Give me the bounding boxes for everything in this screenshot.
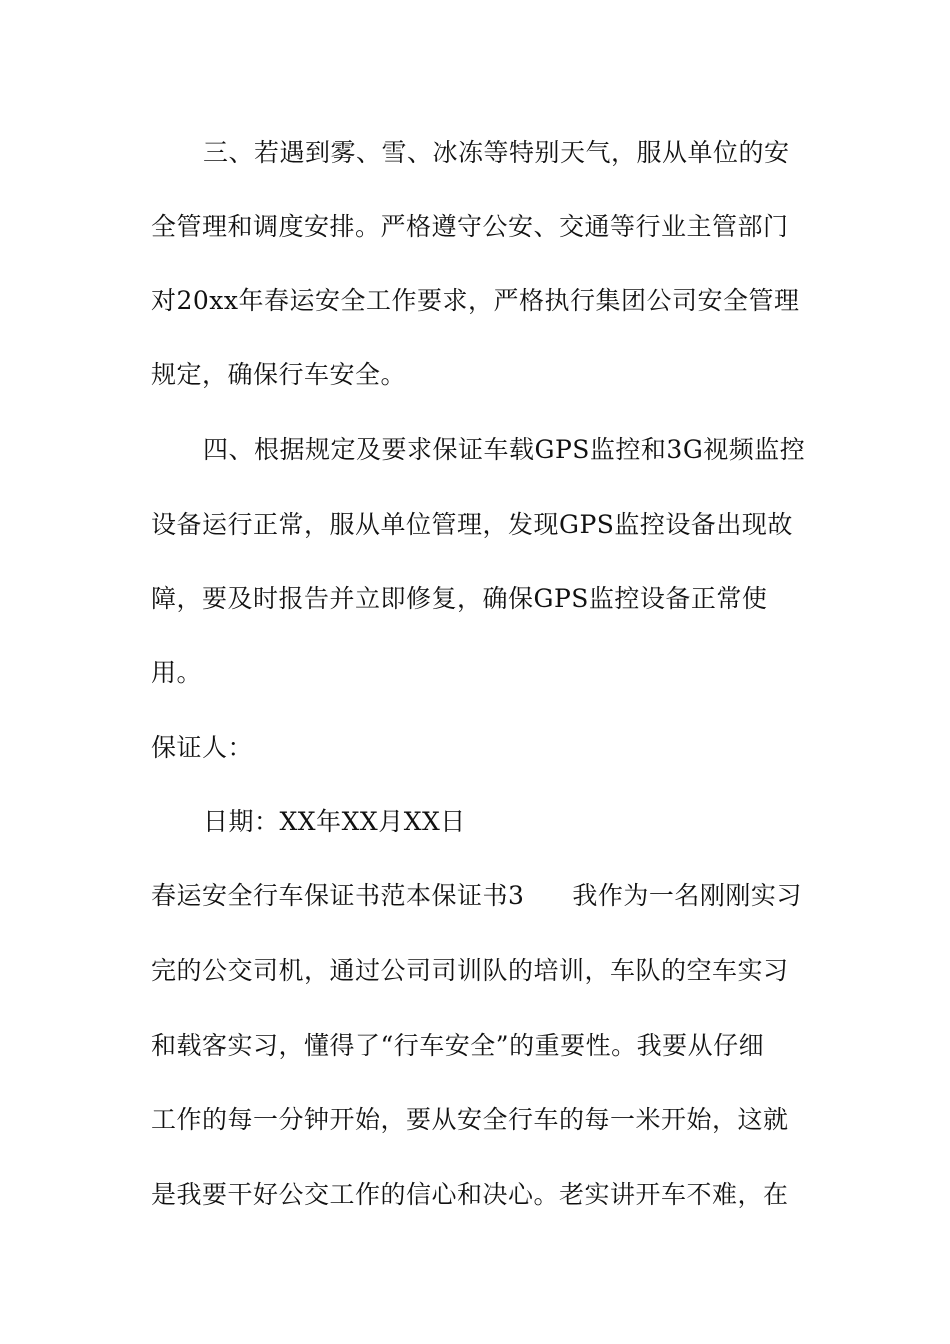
paragraph-4-line-4: 用。 — [151, 658, 203, 687]
section-heading-line — [151, 880, 802, 912]
section-first-text: 我作为一名刚刚实习 — [572, 881, 802, 910]
section-title: 春运安全行车保证书范本保证书3 — [151, 881, 525, 910]
paragraph-4-line-2: 设备运行正常，服从单位管理，发现GPS监控设备出现故 — [151, 510, 793, 539]
date-line: 日期：XX年XX月XX日 — [203, 807, 466, 836]
body-line-1: 完的公交司机，通过公司司训队的培训，车队的空车实习 — [151, 956, 789, 985]
body-line-2: 和载客实习，懂得了“行车安全”的重要性。我要从仔细 — [151, 1031, 765, 1060]
paragraph-3-line-2: 全管理和调度安排。严格遵守公安、交通等行业主管部门 — [151, 212, 789, 241]
guarantor-label: 保证人： — [151, 733, 254, 762]
paragraph-3-line-1: 三、若遇到雾、雪、冰冻等特别天气，服从单位的安 — [203, 138, 790, 167]
paragraph-3-line-3: 对20xx年春运安全工作要求，严格执行集团公司安全管理 — [151, 286, 800, 315]
paragraph-4-line-3: 障，要及时报告并立即修复，确保GPS监控设备正常使 — [151, 584, 768, 613]
body-line-4: 是我要干好公交工作的信心和决心。老实讲开车不难，在 — [151, 1180, 789, 1209]
paragraph-3-line-4: 规定，确保行车安全。 — [151, 360, 407, 389]
body-line-3: 工作的每一分钟开始，要从安全行车的每一米开始，这就 — [151, 1105, 789, 1134]
paragraph-4-line-1: 四、根据规定及要求保证车载GPS监控和3G视频监控 — [203, 435, 806, 464]
